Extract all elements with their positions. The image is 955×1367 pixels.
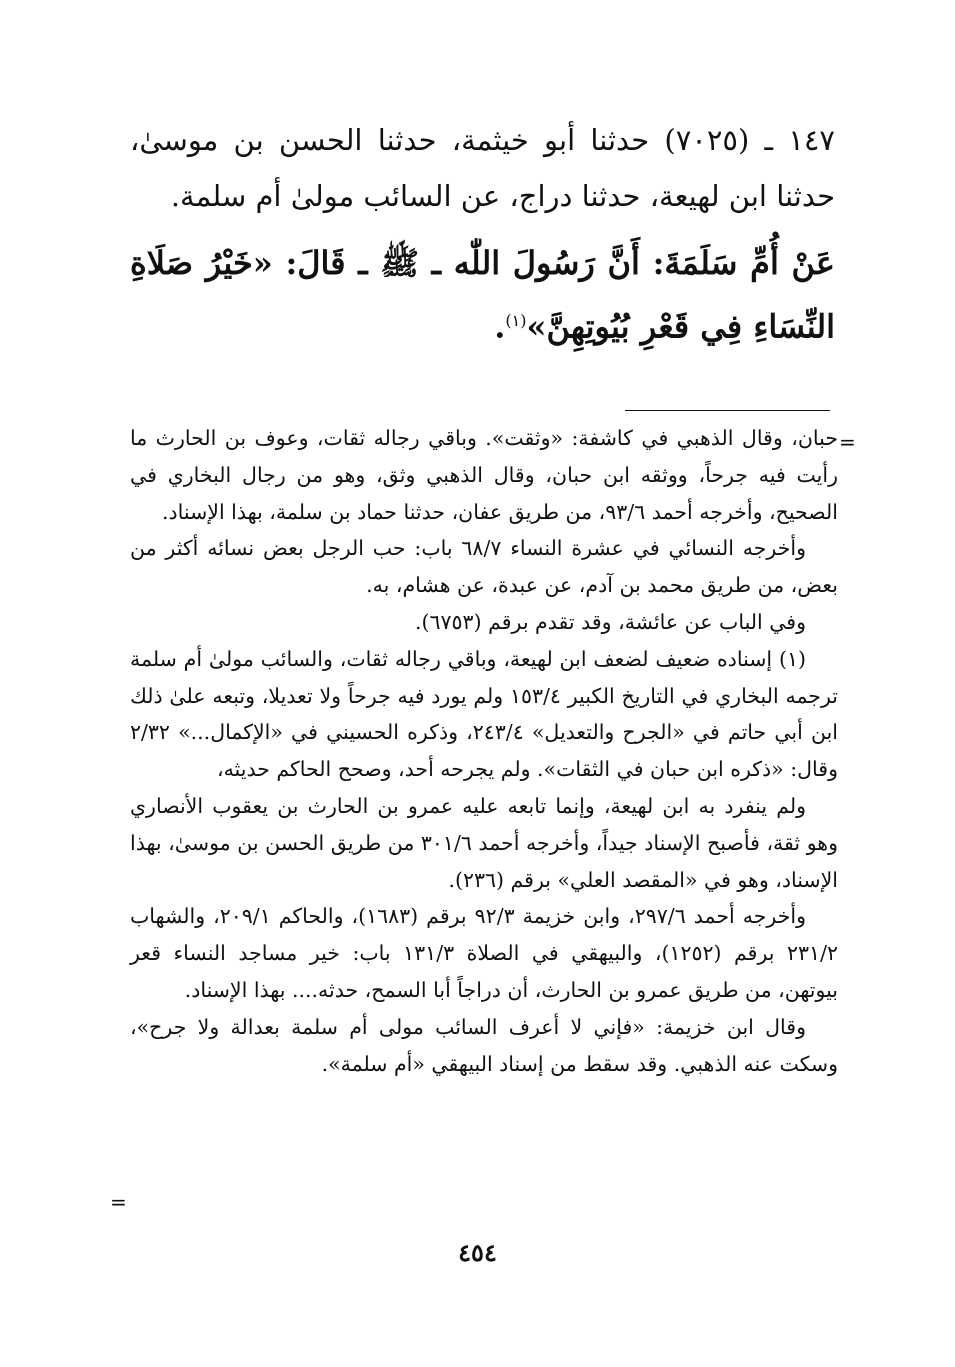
footnotes xyxy=(130,420,838,1082)
footnote-paragraph: (١) إسناده ضعيف لضعف ابن لهيعة، وباقي رجاله ثقات، والسائب مولىٰ أم سلمة ترجمه البخاري في التاريخ الكبير ١٥٣/٤ ولم يورد فيه جرحاً ولا تعديلا، وتبعه علىٰ ذلك ابن أبي حاتم في «الجرح والتعديل» ٢٤٣/٤، وذكره الحسيني في «الإكمال...» ٢/٣٢ وقال: «ذكره ابن حبان في الثقات». ولم يجرحه أحد، وصحح الحاكم حديثه، xyxy=(130,646,838,782)
footnote-separator xyxy=(625,410,830,411)
footnote-paragraph: ولم ينفرد به ابن لهيعة، وإنما تابعه عليه عمرو بن الحارث بن يعقوب الأنصاري وهو ثقة، فأصبح الإسناد جيداً، وأخرجه أحمد ٣٠١/٦ من طريق الحسن بن موسىٰ، بهذا الإسناد، وهو في «المقصد العلي» برقم (٢٣٦). xyxy=(130,793,839,892)
footnote-paragraph: وفي الباب عن عائشة، وقد تقدم برقم (٦٧٥٣). xyxy=(415,609,806,634)
hadith-matn-text: عَنْ أُمِّ سَلَمَةَ: أَنَّ رَسُولَ اللّٰه ـ ﷺ ـ قَالَ: «خَيْرُ صَلَاةِ النِّسَاءِ فِي قَعْرِ بُيُوتِهِنَّ» xyxy=(130,244,836,346)
hadith-end-mark: . xyxy=(494,307,506,346)
continuation-mark-top: = xyxy=(839,430,856,454)
hadith-isnad: ١٤٧ ـ (٧٠٢٥) حدثنا أبو خيثمة، حدثنا الحسن بن موسىٰ، حدثنا ابن لهيعة، حدثنا دراج، عن السائب مولىٰ أم سلمة. xyxy=(130,123,835,213)
footnote-paragraph: وأخرجه النسائي في عشرة النساء ٦٨/٧ باب: حب الرجل بعض نسائه أكثر من بعض، من طريق محمد بن آدم، عن عبدة، عن هشام، به. xyxy=(130,536,838,598)
hadith-block xyxy=(130,112,835,356)
page-number: ٤٥٤ xyxy=(458,1238,497,1267)
footnote-paragraph: حبان، وقال الذهبي في كاشفة: «وثقت». وباقي رجاله ثقات، وعوف بن الحارث ما رأيت فيه جرحاً، ووثقه ابن حبان، وقال الذهبي وثق، وهو من رجال البخاري في الصحيح، وأخرجه أحمد ٩٣/٦، من طريق عفان، حدثنا حماد بن سلمة، بهذا الإسناد. xyxy=(130,426,838,524)
footnote-paragraph: وأخرجه أحمد ٢٩٧/٦، وابن خزيمة ٩٢/٣ برقم (١٦٨٣)، والحاكم ٢٠٩/١، والشهاب ٢٣١/٢ برقم (١٢٥٢)، والبيهقي في الصلاة ١٣١/٣ باب: خير مساجد النساء قعر بيوتهن، من طريق عمرو بن الحارث، أن دراجاً أبا السمح، حدثه.... بهذا الإسناد. xyxy=(130,904,838,1002)
hadith-matn xyxy=(130,234,835,356)
footnote-paragraph: وقال ابن خزيمة: «فإني لا أعرف السائب مولى أم سلمة بعدالة ولا جرح»، وسكت عنه الذهبي. وقد سقط من إسناد البيهقي «أم سلمة». xyxy=(130,1014,838,1076)
footnote-reference: (١) xyxy=(505,311,527,330)
continuation-mark-bottom: = xyxy=(110,1190,127,1214)
